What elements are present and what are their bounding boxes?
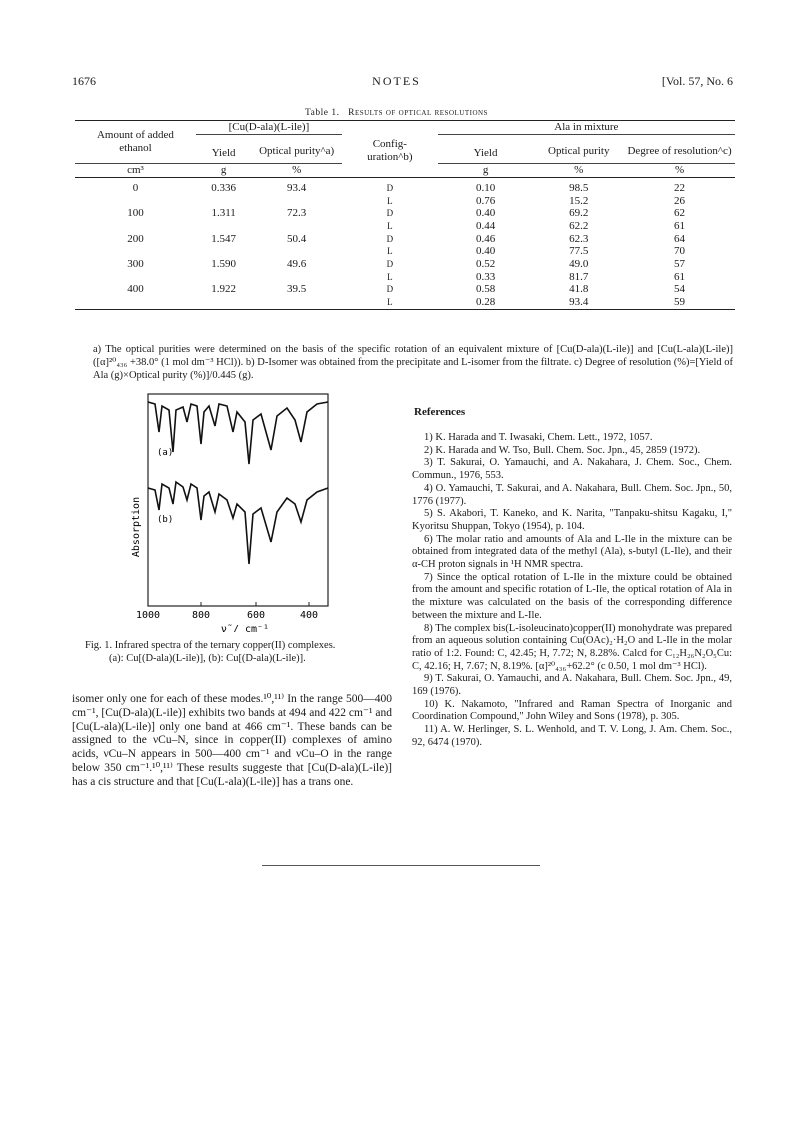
spectrum-label-a: (a) (157, 448, 174, 458)
unit-amount: cm³ (75, 164, 196, 178)
table-number: Table 1. (305, 108, 340, 118)
reference-item: 2) K. Harada and W. Tso, Bull. Chem. Soc. Jpn., 45, 2859 (1972). (424, 444, 701, 456)
table-footnotes (93, 343, 733, 382)
cell-yield (196, 271, 251, 284)
col-config-header: Config-uration^b) (367, 138, 413, 163)
spectrum-b-curve (148, 482, 328, 564)
cell-degree: 61 (674, 270, 686, 283)
cell-yield: 0.336 (211, 181, 236, 194)
cell-yield2: 0.28 (475, 296, 496, 309)
cell-amount (75, 195, 196, 208)
unit-degree: % (674, 164, 685, 177)
unit-purity2: % (574, 164, 584, 177)
cell-yield2: 0.10 (475, 181, 496, 194)
reference-item: 9) T. Sakurai, O. Yamauchi, and A. Nakahara, Bull. Chem. Soc. Jpn., 49, 169 (1976). (412, 673, 732, 698)
cell-config: L (387, 220, 393, 231)
cell-purity2: 49.0 (569, 258, 589, 271)
body-paragraph: isomer only one for each of these modes.¹⁰,¹¹⁾ In the range 500—400 cm⁻¹, [Cu(D-ala)(L-ile)] exhibits two bands at 494 and 422 cm⁻¹ and [Cu(L-ala)(L-ile)] only one band at 466 cm⁻¹. These bands can be assigned to the νCu–N, since in copper(II) complexes of amino acids, νCu–N appears in 500—400 cm⁻¹ and νCu–O in the range below 350 cm⁻¹.¹⁰,¹¹⁾ These results suggeste that [Cu(D-ala)(L-ile)] has a cis structure and that [Cu(L-ala)(L-ile)] has a trans one. (72, 693, 392, 788)
cell-yield2: 0.44 (475, 219, 496, 232)
footnote-a: a) The optical purities were determined on the basis of the specific rotation of an equivalent mixture of [Cu(D-ala)(L-ile)] and [Cu(L-ala)(L-ile)] ([α]²⁰₄₃₆ +38.0° (1 mol dm⁻³ HCl)). (93, 344, 733, 368)
cell-purity2: 15.2 (569, 194, 589, 207)
reference-item: 7) Since the optical rotation of L-Ile in the mixture could be obtained from the amount and specific rotation of L-Ile, the optical rotation of Ala in the mixture was calculated on the basis of the corresponding difference between the mixture and L-Ile. (412, 571, 732, 621)
cell-degree: 61 (674, 219, 686, 232)
y-axis-label: Absorption (131, 496, 142, 558)
table-title (0, 108, 793, 118)
volume-issue: [Vol. 57, No. 6 (661, 74, 733, 88)
footnote-c: c) Degree of resolution (%)=[Yield of Ala (g)×Optical purity (%)]/0.445 (g). (93, 357, 734, 381)
ir-spectra-figure (85, 392, 335, 662)
cell-purity: 72.3 (287, 207, 307, 220)
cell-purity2: 98.5 (569, 181, 589, 194)
cell-degree: 70 (674, 245, 686, 258)
reference-item: 10) K. Nakamoto, "Infrared and Raman Spectra of Inorganic and Coordination Compound," John Wiley and Sons (1978), p. 305. (412, 698, 732, 723)
table-row (75, 258, 735, 271)
group-ala-header: Ala in mixture (438, 121, 735, 135)
cell-purity (251, 195, 342, 208)
unit-yield1: g (220, 164, 227, 177)
table-row (75, 296, 735, 309)
group-complex-header: [Cu(D-ala)(L-ile)] (196, 121, 342, 135)
spectrum-label-b: (b) (157, 515, 174, 525)
table-row (75, 271, 735, 284)
figure-caption (85, 640, 350, 665)
x-tick-label: 800 (191, 610, 211, 621)
x-tick-label: 400 (299, 610, 319, 621)
cell-degree: 59 (674, 296, 686, 309)
cell-yield: 1.547 (211, 232, 236, 245)
cell-amount: 100 (127, 207, 144, 220)
cell-yield2: 0.33 (475, 270, 496, 283)
cell-yield2: 0.58 (475, 283, 496, 296)
cell-degree: 64 (674, 232, 686, 245)
cell-amount (75, 245, 196, 258)
cell-config: D (386, 233, 394, 244)
cell-amount: 200 (127, 232, 144, 245)
cell-yield2: 0.76 (475, 194, 496, 207)
cell-config: D (386, 284, 394, 295)
reference-item: 4) O. Yamauchi, T. Sakurai, and A. Nakahara, Bull. Chem. Soc. Jpn., 50, 1776 (1977). (412, 482, 732, 507)
cell-config: L (387, 195, 393, 206)
table-row (75, 233, 735, 246)
cell-config: D (386, 182, 394, 193)
cell-amount (75, 271, 196, 284)
reference-item: 6) The molar ratio and amounts of Ala and L-Ile in the mixture can be obtained from integrated data of the methyl (Ala), s-butyl (L-Ile), and their α-CH proton signals in ¹H NMR spectra. (412, 533, 732, 571)
table-caption: Results of optical resolutions (348, 108, 488, 118)
col-amount-header: Amount of added ethanol (96, 129, 174, 155)
reference-item: 1) K. Harada and T. Iwasaki, Chem. Lett., 1972, 1057. (424, 432, 653, 443)
col-purity1-header: Optical purity^a) (251, 134, 342, 163)
cell-degree: 57 (674, 258, 686, 271)
cell-yield (196, 220, 251, 233)
ir-spectra-plot (85, 392, 335, 632)
cell-purity: 50.4 (287, 232, 307, 245)
cell-degree: 54 (674, 283, 686, 296)
x-tick-label: 1000 (135, 610, 161, 621)
cell-amount (75, 220, 196, 233)
cell-config: L (387, 271, 393, 282)
references-list (412, 432, 732, 750)
cell-purity (251, 296, 342, 309)
cell-purity2: 41.8 (569, 283, 589, 296)
col-degree-header: Degree of resolution^c) (624, 134, 735, 163)
table-row (75, 177, 735, 194)
figure-caption-legend: (a): Cu[(D-ala)(L-ile)], (b): Cu[(D-ala)(L-ile)]. (109, 652, 306, 664)
cell-purity2: 77.5 (569, 245, 589, 258)
reference-item: 8) The complex bis(L-isoleucinato)copper(II) monohydrate was prepared from an aqueous solution containing Cu(OAc)₂·H₂O and L-Ile in the molar ratio of 1:2. Found: C, 42.45; H, 7.72; N, 8.28%. Calcd for C₁₂H₂₆N₂O₅Cu: C, 42.16; H, 7.67; N, 8.19%. [α]²⁰₄₃₆+62.2° (c 0.50, 1 mol dm⁻³ HCl). (412, 622, 732, 672)
cell-purity2: 93.4 (569, 296, 589, 309)
cell-yield: 1.922 (211, 283, 236, 296)
cell-degree: 62 (674, 207, 686, 220)
cell-purity (251, 271, 342, 284)
cell-amount: 300 (127, 258, 144, 271)
cell-yield: 1.590 (211, 258, 236, 271)
table-row (75, 283, 735, 296)
cell-config: L (387, 246, 393, 257)
references-heading: References (414, 406, 466, 418)
cell-purity: 39.5 (287, 283, 307, 296)
cell-amount (75, 296, 196, 309)
cell-amount: 0 (132, 181, 139, 194)
reference-item: 3) T. Sakurai, O. Yamauchi, and A. Nakahara, J. Chem. Soc., Chem. Commun., 1976, 553. (412, 457, 732, 482)
cell-yield2: 0.46 (475, 232, 496, 245)
col-purity2-header: Optical purity (533, 134, 624, 163)
cell-yield (196, 195, 251, 208)
figure-caption-title: Fig. 1. Infrared spectra of the ternary copper(II) complexes. (85, 640, 336, 651)
cell-purity2: 62.2 (569, 219, 589, 232)
table-row (75, 207, 735, 220)
cell-purity2: 62.3 (569, 232, 589, 245)
reference-item: 11) A. W. Herlinger, S. L. Wenhold, and T. V. Long, J. Am. Chem. Soc., 92, 6474 (1970). (412, 724, 732, 748)
cell-config: D (386, 208, 394, 219)
cell-config: D (386, 259, 394, 270)
reference-item: 5) S. Akabori, T. Kaneko, and K. Narita, "Tanpaku-shitsu Kagaku, I," Kyoritsu Shuppan, Tokyo (1954), p. 104. (412, 508, 732, 532)
cell-purity: 49.6 (287, 258, 307, 271)
x-axis-label: ν̃ / cm⁻¹ (220, 624, 270, 632)
footnote-b: b) D-Isomer was obtained from the precipitate and L-isomer from the filtrate. (245, 357, 572, 368)
cell-yield (196, 296, 251, 309)
cell-yield2: 0.40 (475, 207, 496, 220)
cell-degree: 26 (674, 194, 686, 207)
cell-purity: 93.4 (287, 181, 307, 194)
cell-purity2: 69.2 (569, 207, 589, 220)
cell-purity2: 81.7 (569, 270, 589, 283)
results-table (75, 120, 735, 310)
page-number: 1676 (72, 74, 96, 88)
table-row (75, 195, 735, 208)
table-row (75, 245, 735, 258)
running-title: NOTES (372, 74, 421, 88)
end-rule (262, 865, 540, 866)
col-yield2-header: Yield (438, 134, 534, 163)
unit-yield2: g (482, 164, 489, 177)
x-tick-label: 600 (246, 610, 266, 621)
cell-yield: 1.311 (211, 207, 236, 220)
cell-yield (196, 245, 251, 258)
table-row (75, 220, 735, 233)
cell-degree: 22 (674, 181, 686, 194)
unit-purity1: % (292, 164, 302, 177)
cell-purity (251, 245, 342, 258)
cell-config: L (387, 297, 393, 308)
cell-yield2: 0.40 (475, 245, 496, 258)
x-axis-ticks (136, 602, 318, 621)
cell-purity (251, 220, 342, 233)
spectrum-a-curve (148, 402, 328, 464)
cell-yield2: 0.52 (475, 258, 496, 271)
cell-amount: 400 (127, 283, 144, 296)
col-yield1-header: Yield (196, 134, 251, 163)
